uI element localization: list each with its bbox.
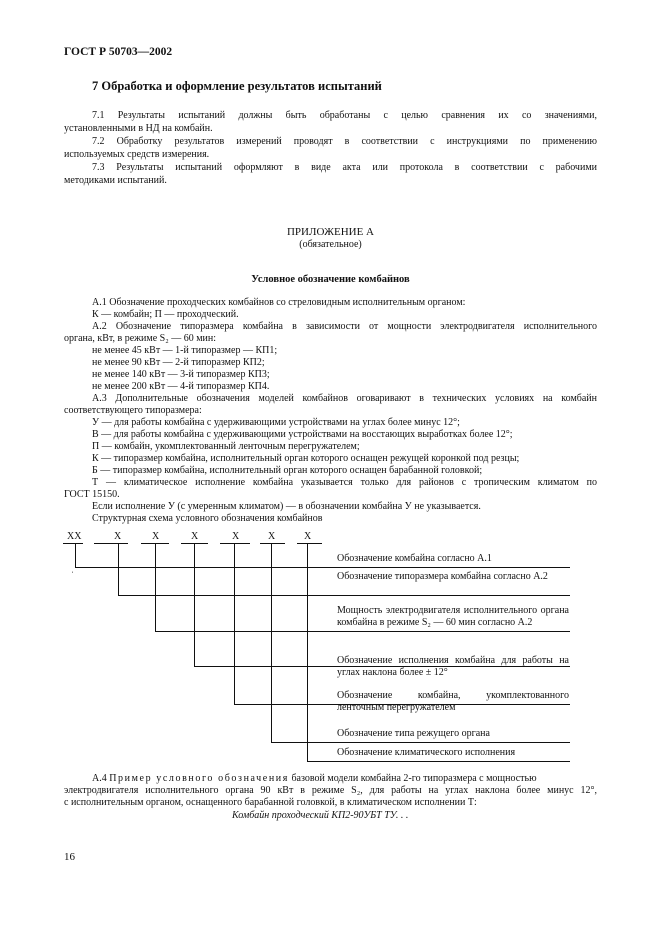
body-line: не менее 200 кВт — 4-й типоразмер КП4. — [92, 381, 270, 392]
connector-line — [75, 567, 570, 568]
scheme-label: Обозначение климатического исполнения — [337, 747, 516, 758]
paragraph-line: методиками испытаний. — [64, 175, 167, 186]
body-line: К — комбайн; П — проходческий. — [92, 309, 239, 320]
example-line — [92, 773, 537, 785]
body-line: А.3 Дополнительные обозначения моделей комбайнов оговаривают в технических условиях на комбайн — [92, 393, 597, 404]
slot-underline — [297, 543, 322, 544]
scheme-slot: ХХ — [67, 531, 82, 542]
scheme-slot: Х — [152, 531, 160, 542]
scheme-label: Обозначение исполнения комбайна для работы на углах наклона более ± 12° — [337, 655, 569, 678]
example-spaced-label: Пример условного обозначения — [109, 773, 289, 784]
appendix-title: ПРИЛОЖЕНИЕ А — [286, 226, 374, 238]
connector-line — [271, 543, 272, 742]
page-number: 16 — [64, 851, 75, 863]
example-rest: базовой модели комбайна 2-го типоразмера с мощностью — [291, 773, 537, 784]
body-line: Если исполнение У (с умеренным климатом) — в обозначении комбайна У не указывается. — [92, 501, 481, 512]
body-line: В — для работы комбайна с удерживающими устройствами на восстающих выработках более 12°; — [92, 429, 513, 440]
connector-line — [75, 543, 76, 567]
scheme-label: Обозначение типоразмера комбайна согласно А.2 — [337, 571, 548, 582]
body-line: не менее 45 кВт — 1-й типоразмер — КП1; — [92, 345, 278, 356]
paragraph-line: установленными в НД на комбайн. — [64, 123, 213, 134]
slot-underline — [94, 543, 128, 544]
section-title: 7 Обработка и оформление результатов испытаний — [92, 79, 382, 93]
body-line: не менее 90 кВт — 2-й типоразмер КП2; — [92, 357, 265, 368]
connector-line — [307, 761, 570, 762]
body-line: не менее 140 кВт — 3-й типоразмер КП3; — [92, 369, 270, 380]
scheme-slot: Х — [304, 531, 312, 542]
scheme-slot: Х — [268, 531, 276, 542]
body-line: А.2 Обозначение типоразмера комбайна в зависимости от мощности электродвигателя исполнительного — [92, 321, 597, 332]
paragraph-line: 7.2 Обработку результатов измерений проводят в соответствии с инструкциями по применению — [92, 136, 597, 147]
scheme-label: Обозначение комбайна согласно А.1 — [337, 553, 492, 564]
slot-underline — [220, 543, 250, 544]
body-line: Б — типоразмер комбайна, исполнительный орган которого оснащен барабанной головкой; — [92, 465, 483, 476]
slot-underline — [63, 543, 83, 544]
scheme-label: Мощность электродвигателя исполнительного органа комбайна в режиме S₂ — 60 мин согласно А.2 — [337, 605, 569, 628]
arrow-mark-icon: ˈ — [71, 570, 74, 580]
scheme-slot: Х — [232, 531, 240, 542]
scheme-label: Обозначение комбайна, укомплектованного ленточным перегружателем — [337, 690, 569, 713]
appendix-subtitle: (обязательное) — [299, 239, 362, 250]
example-designation: Комбайн проходческий КП2-90УБТ ТУ. . . — [232, 810, 409, 821]
body-line: Т — климатическое исполнение комбайна указывается только для районов с тропическим климатом по — [92, 477, 597, 488]
scheme-slot: Х — [191, 531, 199, 542]
paragraph-line: 7.3 Результаты испытаний оформляют в виде акта или протокола в соответствии с рабочими — [92, 162, 597, 173]
appendix-heading: Условное обозначение комбайнов — [251, 274, 410, 285]
example-prefix: А.4 — [92, 773, 107, 784]
slot-underline — [260, 543, 285, 544]
body-line: ГОСТ 15150. — [64, 489, 120, 500]
scheme-slot: Х — [114, 531, 122, 542]
body-line: А.1 Обозначение проходческих комбайнов со стреловидным исполнительным органом: — [92, 297, 466, 308]
body-line: Структурная схема условного обозначения комбайнов — [92, 513, 323, 524]
body-line: К — типоразмер комбайна, исполнительный орган которого оснащен режущей коронкой под резцы; — [92, 453, 520, 464]
connector-line — [118, 543, 119, 595]
body-line: П — комбайн, укомплектованный ленточным перегружателем; — [92, 441, 360, 452]
body-line: соответствующего типоразмера: — [64, 405, 202, 416]
example-line: электродвигателя исполнительного органа 90 кВт в режиме S₂, для работы на углах наклона более минус 12°, — [64, 785, 597, 796]
paragraph-line: 7.1 Результаты испытаний должны быть обработаны с целью сравнения их со значениями, — [92, 110, 597, 121]
body-line: У — для работы комбайна с удерживающими устройствами на углах более минус 12°; — [92, 417, 460, 428]
connector-line — [271, 742, 570, 743]
paragraph-line: используемых средств измерения. — [64, 149, 210, 160]
connector-line — [155, 631, 570, 632]
connector-line — [118, 595, 570, 596]
connector-line — [155, 543, 156, 631]
connector-line — [194, 543, 195, 666]
example-line: с исполнительным органом, оснащенного барабанной головкой, в климатическом исполнении Т: — [64, 797, 477, 808]
connector-line — [307, 543, 308, 761]
scheme-label: Обозначение типа режущего органа — [337, 728, 490, 739]
body-line: органа, кВт, в режиме S₂ — 60 мин: — [64, 333, 217, 344]
document-header: ГОСТ Р 50703—2002 — [64, 46, 173, 58]
